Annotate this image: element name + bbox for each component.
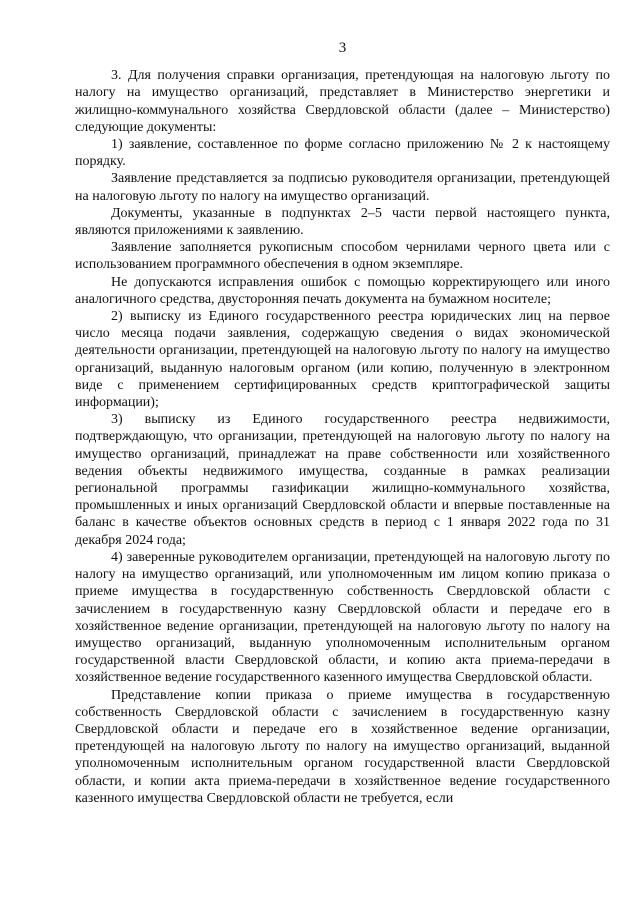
document-page (75, 40, 610, 807)
paragraph-corrections-note: Не допускаются исправления ошибок с помощью корректирующего или иного аналогичного средства, двусторонняя печать документа на бумажном носителе; (75, 274, 610, 307)
paragraph-intro: 3. Для получения справки организация, претендующая на налоговую льготу по налогу на имущество организаций, представляет в Министерство энергетики и жилищно-коммунального хозяйства Свердловской области (далее – Министерство) следующие документы: (75, 68, 610, 135)
paragraph-item-4: 4) заверенные руководителем организации, претендующей на налоговую льготу по налогу на имущество организаций, или уполномоченным им лицом копию приказа о приеме имущества в государственную собственность Свердловской области с зачислением в государственную казну Свердловской области и передаче его в хозяйственное ведение организации, претендующей на налоговую льготу по налогу на имущество организаций, выданную уполномоченным исполнительным органом государственной власти Свердловской области, и копию акта приема-передачи в хозяйственное ведение государственного казенного имущества Свердловской области. (75, 549, 610, 686)
page-number: 3 (338, 40, 347, 56)
paragraph-item-2: 2) выписку из Единого государственного реестра юридических лиц на первое число месяца подачи заявления, содержащую сведения о видах экономической деятельности организации, претендующей на налоговую льготу по налогу на имущество организаций, выданную налоговым органом (или копию, полученную в электронном виде с применением сертифицированных средств криптографической защиты информации); (75, 309, 610, 411)
paragraph-item-3: 3) выписку из Единого государственного реестра недвижимости, подтверждающую, что организации, претендующей на налоговую льготу по налогу на имущество организаций, принадлежат на праве собственности или хозяйственного ведения объекты недвижимого имущества, созданные в рамках реализации региональной программы газификации жилищно-коммунального хозяйства, промышленных и иных организаций Свердловской области и впервые поставленные на баланс в качестве объектов основных средств в период с 1 января 2022 года по 31 декабря 2024 года; (75, 412, 610, 548)
paragraph-signature-note: Заявление представляется за подписью руководителя организации, претендующей на налоговую льготу по налогу на имущество организаций. (75, 171, 610, 204)
paragraph-copy-requirement: Представление копии приказа о приеме имущества в государственную собственность Свердловской области с зачислением в государственную казну Свердловской области и передаче его в хозяйственное ведение организации, претендующей на налоговую льготу по налогу на имущество организаций, выданной уполномоченным исполнительным органом государственной власти Свердловской области, и копии акта приема-передачи в хозяйственное ведение государственного казенного имущества Свердловской области не требуется, если (75, 687, 610, 806)
paragraph-attachments-note: Документы, указанные в подпунктах 2–5 части первой настоящего пункта, являются приложениями к заявлению. (75, 205, 610, 239)
paragraph-item-1: 1) заявление, составленное по форме согласно приложению № 2 к настоящему порядку. (75, 137, 610, 170)
paragraph-filling-note: Заявление заполняется рукописным способом чернилами черного цвета или с использованием программного обеспечения в одном экземпляре. (75, 240, 610, 273)
